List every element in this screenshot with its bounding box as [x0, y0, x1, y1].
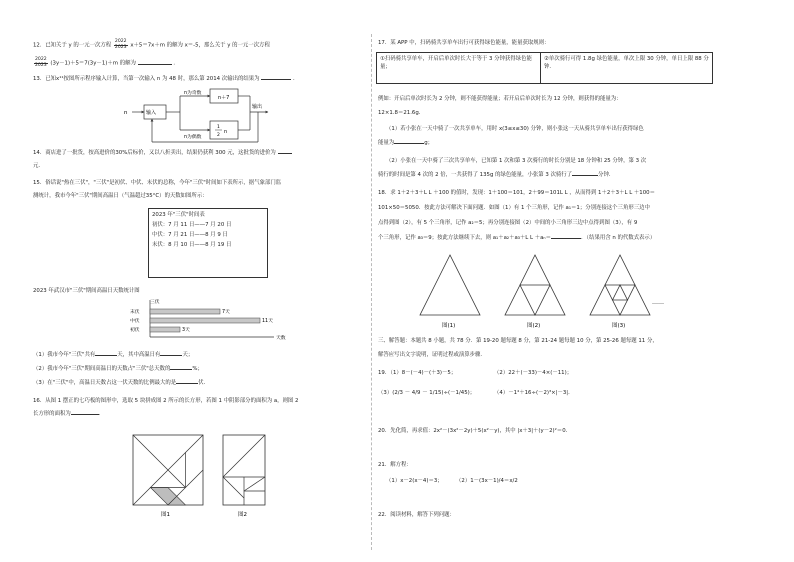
q16-answer-blank[interactable]: [71, 414, 99, 415]
chart-legend-label: 三伏: [150, 300, 160, 305]
q17-sub1-blank[interactable]: [394, 143, 424, 144]
q18-line4-tail: ．（结果用含 n 的代数式表示）: [580, 235, 656, 241]
q13-tail: ．: [292, 76, 299, 82]
flow-even-den: 2: [217, 133, 220, 138]
q16-line1: 16．从图 1 摆正的七巧板的图形中，选取 5 块拼成图 2 所示的长方形，若图 1 中阴影部分的面积为 a，则图 2: [33, 398, 299, 404]
chart-category-2: 末伏: [130, 310, 140, 315]
flow-even-var: n: [224, 129, 228, 135]
q15-sub1-text: （1）我市今年"三伏"共有: [33, 352, 96, 358]
chart-bar-1: [150, 318, 260, 323]
q18-line4-text: 个三角形，记作 a₃＝9；按此方法继续下去，则 a₁＋a₂＋a₃＋L L ＋aₙ＝: [378, 235, 551, 241]
tangram-figures: [128, 432, 278, 518]
schedule-row-mofu: 末伏：8 月 10 日——8 月 19 日: [152, 242, 232, 249]
tri-fig1-label: 图(1): [442, 323, 456, 329]
tangram-fig1: [133, 435, 203, 505]
flow-even-num: 1: [217, 125, 220, 130]
q13-answer-blank[interactable]: [261, 79, 291, 80]
q17-sub1: （1）若小张在一天中骑了一次共享单车，用时 x(3≤x≤30) 分钟，则小张这一天从骑共享单车出行获得绿色: [386, 126, 644, 132]
q16-tail: ．: [98, 411, 105, 417]
q19-part3: （3）(2/3 － 4/9 － 1/15)÷(－1/45)；: [378, 390, 476, 396]
q15-sub1-blank-b[interactable]: [160, 355, 182, 356]
q15-sub1-blank-a[interactable]: [95, 355, 117, 356]
triangle-fig1: [420, 255, 480, 315]
q17-sub2b: 骑行的时间是第 4 次的 2 倍，一共获得了 135g 的绿色能量，小张第 3 次骑行了: [378, 172, 573, 178]
q12-tail: ．: [173, 60, 179, 67]
tri-ellipsis: ……: [652, 299, 664, 306]
q12-line1: [33, 40, 270, 50]
tangram-fig2: [223, 435, 265, 505]
chart-category-0: 初伏: [130, 328, 140, 333]
q12-line2: [33, 58, 179, 68]
sanfu-schedule-table: [148, 208, 268, 278]
q15-line1: 15．俗话说"热在三伏"，"三伏"是初伏、中伏、末伏的总称，今年"三伏"时间如下表所示，据气象部门监: [33, 180, 282, 186]
chart-value-label-1: 11天: [262, 319, 273, 324]
q22-head: 22．阅读材料，解答下列问题：: [378, 512, 455, 518]
q19-part2: （2）22＋(－33)－4×(－11)；: [494, 370, 573, 376]
q17-sub1b: 能量为: [378, 140, 395, 146]
q13-flowchart: [120, 86, 280, 144]
q15-sub2-text: （2）我市今年"三伏"期间高温日的天数占"三伏"总天数的: [33, 366, 171, 372]
q15-sub3-text-b: 伏．: [198, 380, 209, 386]
q12-text-a: 12．已知关于 y 的一元一次方程: [33, 42, 112, 49]
q12-frac-num: 2022: [114, 39, 127, 44]
q15-sub1: [33, 352, 193, 359]
q13-line: [33, 76, 298, 83]
q14-line2: 元．: [33, 163, 44, 169]
q17-sub2-line2: [378, 172, 614, 179]
section3-line2: 解答应写出文字说明，证明过程或演算步骤．: [378, 352, 486, 358]
triangle-fig3: [590, 255, 650, 315]
q15-line2: 测统计，我市今年"三伏"期间高温日（气温超过35°C）的天数如图所示：: [33, 193, 208, 199]
q17-example2: 12×1.8＝21.6g．: [378, 110, 425, 116]
q18-line3: 点得到图（2），有 5 个三角形，记作 a₂＝5；再分别连接图（2）中间的小三角形三边中点得到图（3），有 9: [378, 220, 638, 226]
q17-intro: 17．某 APP 中，扫码骑共享单车出行可获得绿色能量，能量获取规则：: [378, 40, 550, 46]
q15-sub3: [33, 380, 209, 387]
q18-line1: 18．求 1＋2＋3＋L L ＋100 的值时，发现：1＋100＝101，2＋99＝101L L ，从而得到 1＋2＋3＋L L ＋100＝: [378, 190, 655, 196]
q12-frac2-den: 2023: [35, 62, 47, 68]
q12-text-b: x＋5＝7x＋m 的解为 x＝-5，那么关于 y 的一元一次方程: [130, 42, 270, 49]
q15-sub1-text-b: 天，其中高温日有: [117, 352, 161, 358]
q14-text: 14．商店进了一批货，按高进价的30%后标价，又以八折卖出，结果仍获利 300 元，这批货的进价为: [33, 150, 276, 156]
q19-part1: 19．（1）8－(－4)－(＋3)－5；: [378, 370, 457, 376]
q12-text-c: (3y－1)＋5＝7(3y－1)＋m 的解为: [50, 60, 136, 67]
q21-part1: （1）x－2(x－4)＝3；: [386, 478, 443, 484]
q18-line2: 101×50＝5050．按此方法可解决下面问题．如图（1）有 1 个三角形，记作 a₁＝1；分别连接这个三角形三边中: [378, 205, 650, 211]
high-temp-bar-chart: [120, 298, 286, 346]
q15-sub2-text-b: %；: [192, 366, 203, 372]
flow-even-label: n为偶数: [184, 135, 202, 140]
q16-line2: [33, 411, 104, 418]
q17-sub1c: g；: [424, 140, 433, 146]
fig2-label: 图2: [238, 512, 247, 518]
q17-example: 例如：开启后单次时长为 2 分钟，则不能获得能量；若开启后单次时长为 12 分钟，则获得的能量为：: [378, 96, 622, 102]
column-divider: [371, 34, 372, 550]
flow-start-label: n: [124, 110, 128, 116]
q18-answer-blank[interactable]: [551, 238, 581, 239]
q21-part2: （2）1－(3x－1)/4＝x/2: [456, 478, 518, 484]
tri-fig3-label: 图(3): [612, 323, 626, 329]
tri-fig2-label: 图(2): [527, 323, 541, 329]
q12-frac-den: 2023: [114, 44, 127, 50]
q17-sub2-blank[interactable]: [572, 175, 598, 176]
chart-bar-0: [150, 327, 180, 332]
q14-line1: [33, 150, 292, 157]
triangle-fig2: [505, 255, 565, 315]
flow-odd-label: n为奇数: [184, 91, 202, 96]
q17-sub2: （2）小张在一天中骑了三次共享单车，已知第 1 次和第 3 次骑行的时长分别是 18 分钟和 25 分钟，第 3 次: [386, 158, 647, 164]
q17-rule2: ②单次骑行可得 1.8g 绿色能量，单次上限 30 分钟，单日上限 88 分钟．: [540, 52, 713, 84]
q20-line: 20．先化简，再求值：2x²－(3x²－2y)＋5(x²－y)，其中 |x＋3|＋(y－2)²＝0．: [378, 428, 572, 434]
q13-text: 13．已知x¹¹按图所示程序输入计算，当第一次输入 n 为 48 时，那么第 2014 次输出的结果为: [33, 76, 260, 82]
section3-line1: 三、解答题：本题共 8 小题，共 78 分．第 19-20 题每题 8 分，第 21-24 题每题 10 分，第 25-26 题每题 11 分，: [378, 338, 658, 344]
chart-value-label-2: 7天: [222, 310, 230, 315]
q12-fraction-2: [34, 58, 48, 68]
q19-part4: （4）－1⁴＋16÷(－2)³×|－3|．: [494, 390, 574, 396]
q15-sub1-text-c: 天；: [182, 352, 194, 358]
chart-x-label: 天数: [276, 336, 286, 341]
q17-sub2c: 分钟．: [598, 172, 615, 178]
q16-text: 长方形的面积为: [33, 411, 71, 417]
chart-caption: 2023 年武汉市"三伏"期间高温日天数统计图: [33, 288, 140, 294]
q12-answer-blank[interactable]: [138, 64, 172, 65]
chart-category-1: 中伏: [130, 319, 140, 324]
flow-odd-expr: n＋7: [218, 95, 230, 101]
q15-sub3-blank[interactable]: [176, 383, 198, 384]
chart-bar-2: [150, 309, 220, 314]
schedule-row-zhongfu: 中伏：7 月 21 日——8 月 9 日: [152, 232, 228, 239]
flow-input-label: 输入: [146, 110, 157, 116]
flow-output-label: 输出: [252, 104, 263, 110]
q18-line4: [378, 235, 655, 242]
q15-sub2-blank[interactable]: [170, 369, 192, 370]
q15-sub3-text: （3）在"三伏"中，高温日天数占这一伏天数的比例最大的是: [33, 380, 177, 386]
fig1-label: 图1: [161, 512, 170, 518]
q15-sub2: [33, 366, 203, 373]
schedule-row-chufu: 初伏：7 月 11 日——7 月 20 日: [152, 222, 232, 229]
q12-frac2-num: 2022: [35, 57, 47, 62]
q17-rule1: ①扫码骑共享单车，开启后单次时长大于等于 3 分钟获得绿色能量；: [376, 52, 541, 84]
q21-head: 21．解方程：: [378, 462, 412, 468]
schedule-title: 2023 年"三伏"时间表: [152, 212, 205, 218]
q14-answer-blank[interactable]: [278, 153, 292, 154]
triangle-figures: [420, 252, 690, 330]
q17-sub1-line2: [378, 140, 433, 147]
chart-value-label-0: 3天: [182, 328, 190, 333]
q12-fraction: [114, 40, 128, 50]
